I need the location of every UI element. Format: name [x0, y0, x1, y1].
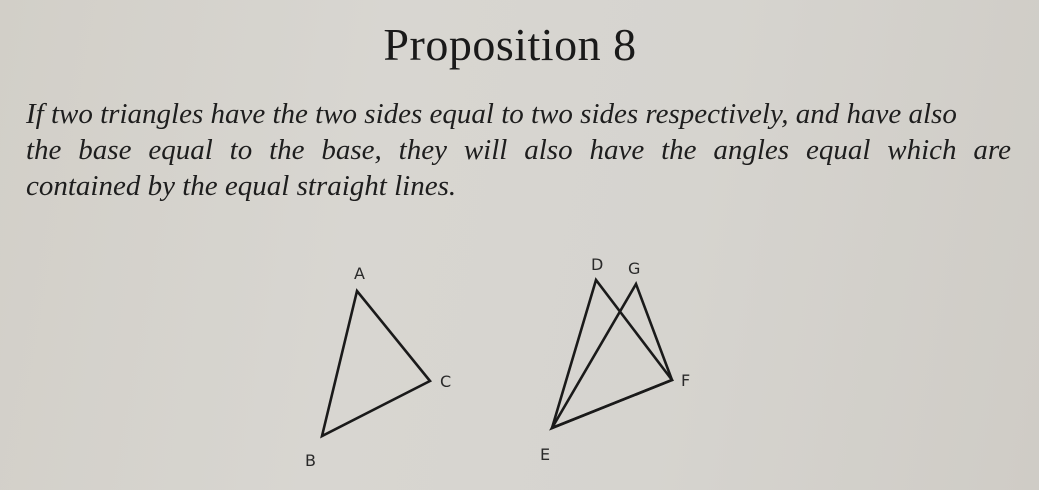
triangle-def-shape — [552, 280, 672, 428]
statement-line-2: the base equal to the base, they will also have the angles equal which are — [26, 134, 1011, 166]
label-g: G — [628, 259, 641, 278]
label-f: F — [681, 371, 691, 390]
triangle-abc-shape — [322, 291, 430, 436]
statement-line-3: contained by the equal straight lines. — [26, 170, 457, 202]
proposition-title: Proposition 8 — [383, 19, 637, 70]
label-b: B — [305, 451, 316, 470]
label-a: A — [354, 264, 365, 283]
label-d: D — [591, 255, 604, 274]
statement-line-1: If two triangles have the two sides equal to two sides respectively, and have also — [26, 98, 957, 130]
label-e: E — [540, 445, 551, 464]
label-c: C — [440, 372, 452, 391]
triangle-abc — [322, 291, 430, 436]
triangles-def-gef — [552, 280, 672, 428]
